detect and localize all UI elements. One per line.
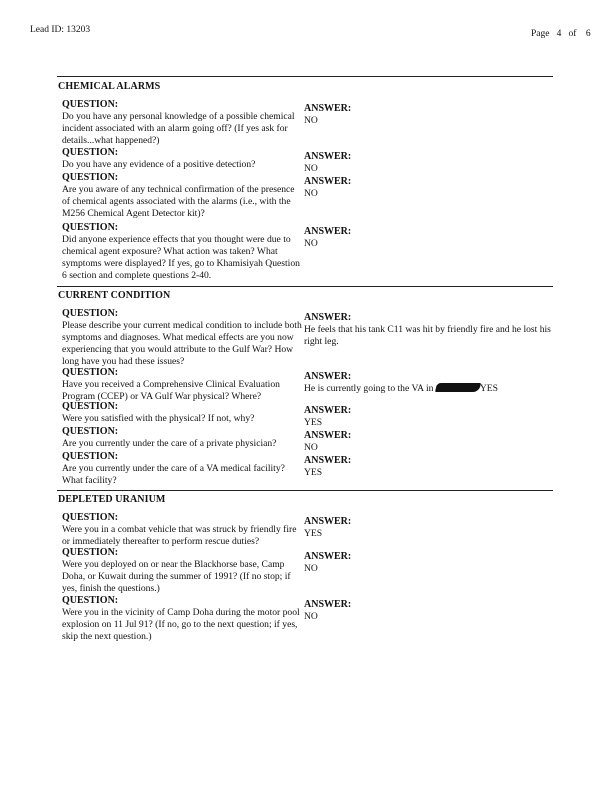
answer-suffix: YES — [479, 383, 498, 394]
page-number — [531, 29, 591, 39]
answer-label: ANSWER: — [304, 599, 352, 610]
section-rule — [57, 76, 553, 77]
answer-label: ANSWER: — [304, 176, 352, 187]
page-of: of — [568, 29, 577, 39]
answer-label: ANSWER: — [304, 405, 352, 416]
answer-text: He is currently going to the VA in — [304, 383, 434, 394]
question-label: QUESTION: — [62, 99, 119, 110]
section-title-current-condition: CURRENT CONDITION — [58, 290, 171, 301]
question-label: QUESTION: — [62, 308, 119, 319]
question-label: QUESTION: — [62, 367, 119, 378]
question-text: Were you in the vicinity of Camp Doha during the motor pool explosion on 11 Jul 91? (If no, go to the next question; if yes, skip the next question.) — [62, 607, 300, 642]
redaction-block — [435, 383, 481, 392]
lead-id: Lead ID: 13203 — [30, 25, 91, 35]
question-label: QUESTION: — [62, 172, 119, 183]
question-label: QUESTION: — [62, 426, 119, 437]
answer-label: ANSWER: — [304, 516, 352, 527]
question-text: Do you have any evidence of a positive detection? — [62, 159, 256, 170]
question-text: Have you received a Comprehensive Clinical Evaluation Program (CCEP) or VA Gulf War physical? Where? — [62, 379, 280, 402]
question-text: Do you have any personal knowledge of a possible chemical incident associated with an alarm going off? (If yes ask for details...what happened?) — [62, 111, 295, 146]
answer-text: NO — [304, 163, 318, 174]
question-label: QUESTION: — [62, 512, 119, 523]
answer-label: ANSWER: — [304, 312, 352, 323]
answer-label: ANSWER: — [304, 371, 352, 382]
answer-text: NO — [304, 442, 318, 453]
section-rule — [57, 286, 553, 287]
question-text: Were you deployed on or near the Blackhorse base, Camp Doha, or Kuwait during the summer of 1991? (If no stop; if yes, finish the questions.) — [62, 559, 291, 594]
page-total: 6 — [585, 29, 591, 39]
question-label: QUESTION: — [62, 547, 119, 558]
question-text: Were you satisfied with the physical? If not, why? — [62, 413, 255, 424]
answer-label: ANSWER: — [304, 103, 352, 114]
question-text: Did anyone experience effects that you thought were due to chemical agent exposure? What action was taken? What symptoms were displayed? If yes, go to Khamisiyah Question 6 section and complete questions 2-40. — [62, 234, 300, 281]
question-text: Are you currently under the care of a private physician? — [62, 438, 277, 449]
answer-label: ANSWER: — [304, 430, 352, 441]
answer-text: NO — [304, 563, 318, 574]
answer-text: NO — [304, 188, 318, 199]
question-label: QUESTION: — [62, 222, 119, 233]
question-text: Are you currently under the care of a VA medical facility? What facility? — [62, 463, 285, 486]
answer-label: ANSWER: — [304, 226, 352, 237]
page-label: Page — [531, 29, 550, 39]
section-title-chemical-alarms: CHEMICAL ALARMS — [58, 81, 161, 92]
section-title-depleted-uranium: DEPLETED URANIUM — [58, 494, 166, 505]
answer-label: ANSWER: — [304, 151, 352, 162]
answer-text: YES — [304, 528, 323, 539]
question-label: QUESTION: — [62, 595, 119, 606]
answer-text: NO — [304, 238, 318, 249]
answer-label: ANSWER: — [304, 551, 352, 562]
answer-text: YES — [304, 417, 323, 428]
question-text: Were you in a combat vehicle that was struck by friendly fire or immediately thereafter to perform rescue duties? — [62, 524, 297, 547]
question-text: Are you aware of any technical confirmation of the presence of chemical agents associated with the alarms (i.e., with the M256 Chemical Agent Detector kit)? — [62, 184, 295, 219]
question-label: QUESTION: — [62, 401, 119, 412]
answer-text: He feels that his tank C11 was hit by friendly fire and he lost his right leg. — [304, 324, 551, 347]
question-text: Please describe your current medical condition to include both symptoms and diagnoses. What medical effects are you now experiencing that you would attribute to the Gulf War? How long have you had these issues? — [62, 320, 302, 367]
question-label: QUESTION: — [62, 147, 119, 158]
answer-text: YES — [304, 467, 323, 478]
question-label: QUESTION: — [62, 451, 119, 462]
answer-label: ANSWER: — [304, 455, 352, 466]
page-current: 4 — [556, 29, 562, 39]
answer-text: NO — [304, 611, 318, 622]
section-rule — [57, 490, 553, 491]
answer-text: NO — [304, 115, 318, 126]
